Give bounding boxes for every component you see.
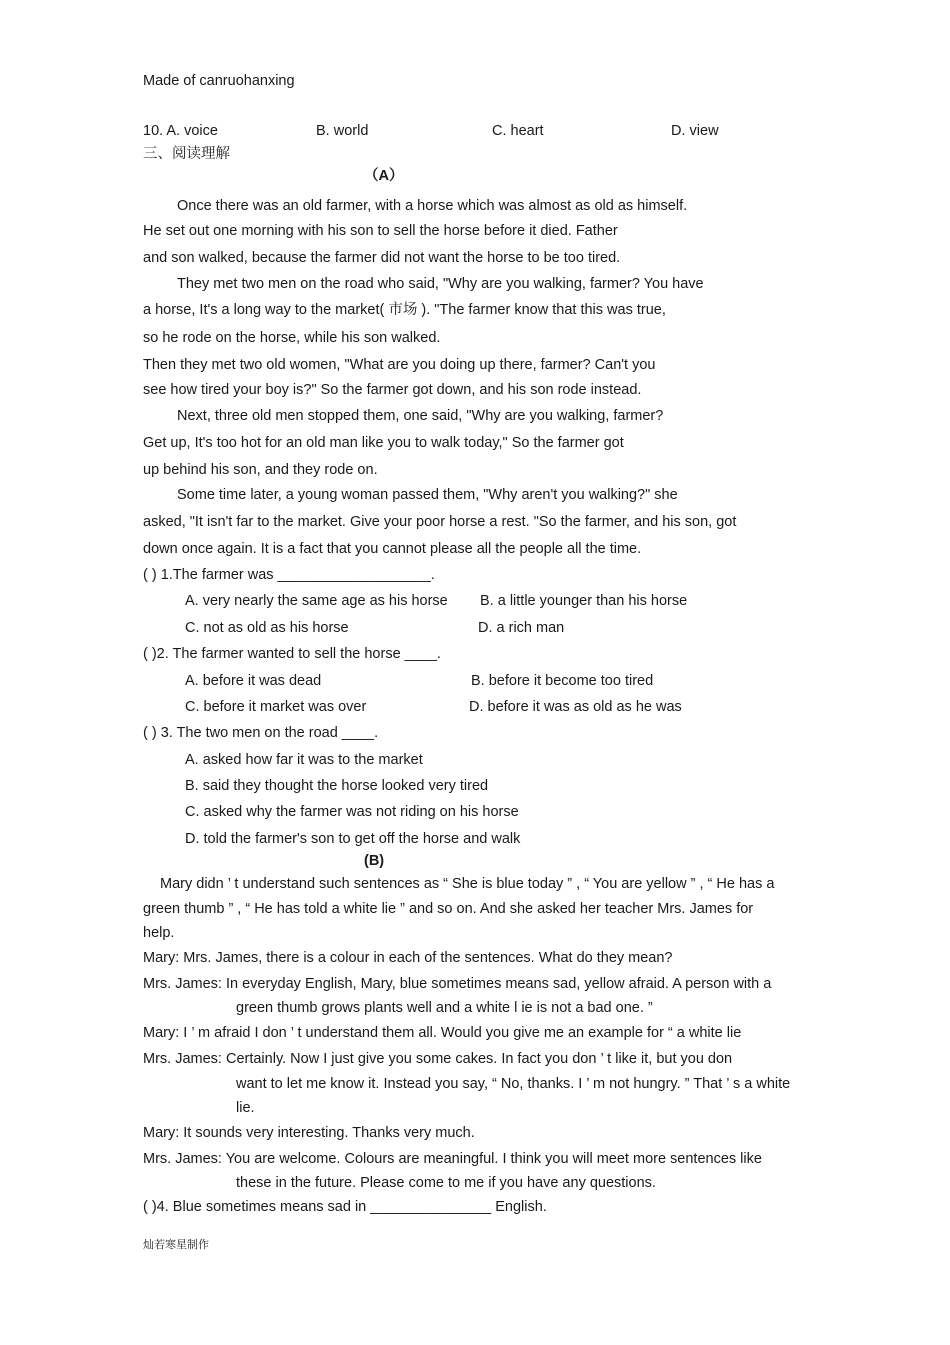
passage-a-line: so he rode on the horse, while his son walked. (143, 330, 441, 346)
q10-option-d: D. view (671, 123, 719, 139)
passage-b-line: Mary didn ’ t understand such sentences as “ She is blue today ” , “ You are yellow ” , “ He has a (160, 876, 775, 892)
passage-a-line: They met two men on the road who said, "Why are you walking, farmer? You have (177, 276, 704, 292)
section-title: 三、阅读理解 (143, 146, 230, 162)
dialogue-line: green thumb grows plants well and a white l ie is not a bad one. ” (236, 1000, 653, 1016)
question-option: A. asked how far it was to the market (185, 752, 423, 768)
question-option: D. told the farmer's son to get off the horse and walk (185, 831, 521, 847)
passage-a-line: down once again. It is a fact that you cannot please all the people all the time. (143, 541, 642, 557)
passage-a-title: （A） (364, 168, 404, 184)
passage-a-line: Some time later, a young woman passed them, "Why aren't you walking?" she (177, 487, 678, 503)
question-stem: ( ) 1.The farmer was ___________________. (143, 567, 435, 583)
question-option: B. before it become too tired (471, 673, 654, 689)
dialogue-line: lie. (236, 1100, 255, 1116)
passage-b-line: help. (143, 925, 175, 941)
question-option: D. a rich man (478, 620, 565, 636)
passage-b-line: green thumb ” , “ He has told a white lie ” and so on. And she asked her teacher Mrs. James for (143, 901, 754, 917)
dialogue-line: Mary: It sounds very interesting. Thanks very much. (143, 1125, 475, 1141)
question-option: C. not as old as his horse (185, 620, 349, 636)
question-option: A. before it was dead (185, 673, 322, 689)
dialogue-line: Mary: I ’ m afraid I don ’ t understand them all. Would you give me an example for “ a white lie (143, 1025, 742, 1041)
q10-option-b: B. world (316, 123, 369, 139)
passage-a-line: asked, "It isn't far to the market. Give your poor horse a rest. "So the farmer, and his son, got (143, 514, 737, 530)
passage-a-line: Next, three old men stopped them, one said, "Why are you walking, farmer? (177, 408, 664, 424)
dialogue-line: want to let me know it. Instead you say, “ No, thanks. I ’ m not hungry. ” That ’ s a white (236, 1076, 791, 1092)
question-option: C. asked why the farmer was not riding on his horse (185, 804, 519, 820)
passage-a-line: a horse, It's a long way to the market( 市场 ). "The farmer know that this was true, (143, 302, 666, 318)
dialogue-line: Mrs. James: You are welcome. Colours are meaningful. I think you will meet more sentences like (143, 1151, 762, 1167)
dialogue-line: these in the future. Please come to me if you have any questions. (236, 1175, 656, 1191)
question-stem: ( )2. The farmer wanted to sell the horse ____. (143, 646, 441, 662)
passage-b-title: (B) (364, 853, 385, 869)
question-option: D. before it was as old as he was (469, 699, 682, 715)
q10-option-c: C. heart (492, 123, 544, 139)
passage-a-line: Once there was an old farmer, with a horse which was almost as old as himself. (177, 198, 688, 214)
question-option: B. said they thought the horse looked very tired (185, 778, 489, 794)
question-stem: ( )4. Blue sometimes means sad in _______________ English. (143, 1199, 547, 1215)
passage-a-line: see how tired your boy is?" So the farmer got down, and his son rode instead. (143, 382, 642, 398)
passage-a-line: He set out one morning with his son to sell the horse before it died. Father (143, 223, 618, 239)
question-option: A. very nearly the same age as his horse (185, 593, 448, 609)
passage-a-line: Get up, It's too hot for an old man like you to walk today," So the farmer got (143, 435, 624, 451)
q10-option-a: 10. A. voice (143, 123, 218, 139)
passage-a-line: up behind his son, and they rode on. (143, 462, 378, 478)
question-option: C. before it market was over (185, 699, 367, 715)
question-option: B. a little younger than his horse (480, 593, 688, 609)
passage-a-line: and son walked, because the farmer did not want the horse to be too tired. (143, 250, 621, 266)
question-stem: ( ) 3. The two men on the road ____. (143, 725, 379, 741)
page-footer: 灿若寒星制作 (143, 1238, 209, 1251)
page-header: Made of canruohanxing (143, 73, 295, 89)
passage-a-line: Then they met two old women, "What are you doing up there, farmer? Can't you (143, 357, 656, 373)
dialogue-line: Mrs. James: In everyday English, Mary, blue sometimes means sad, yellow afraid. A person with a (143, 976, 772, 992)
dialogue-line: Mrs. James: Certainly. Now I just give you some cakes. In fact you don ’ t like it, but you don (143, 1051, 733, 1067)
dialogue-line: Mary: Mrs. James, there is a colour in each of the sentences. What do they mean? (143, 950, 673, 966)
